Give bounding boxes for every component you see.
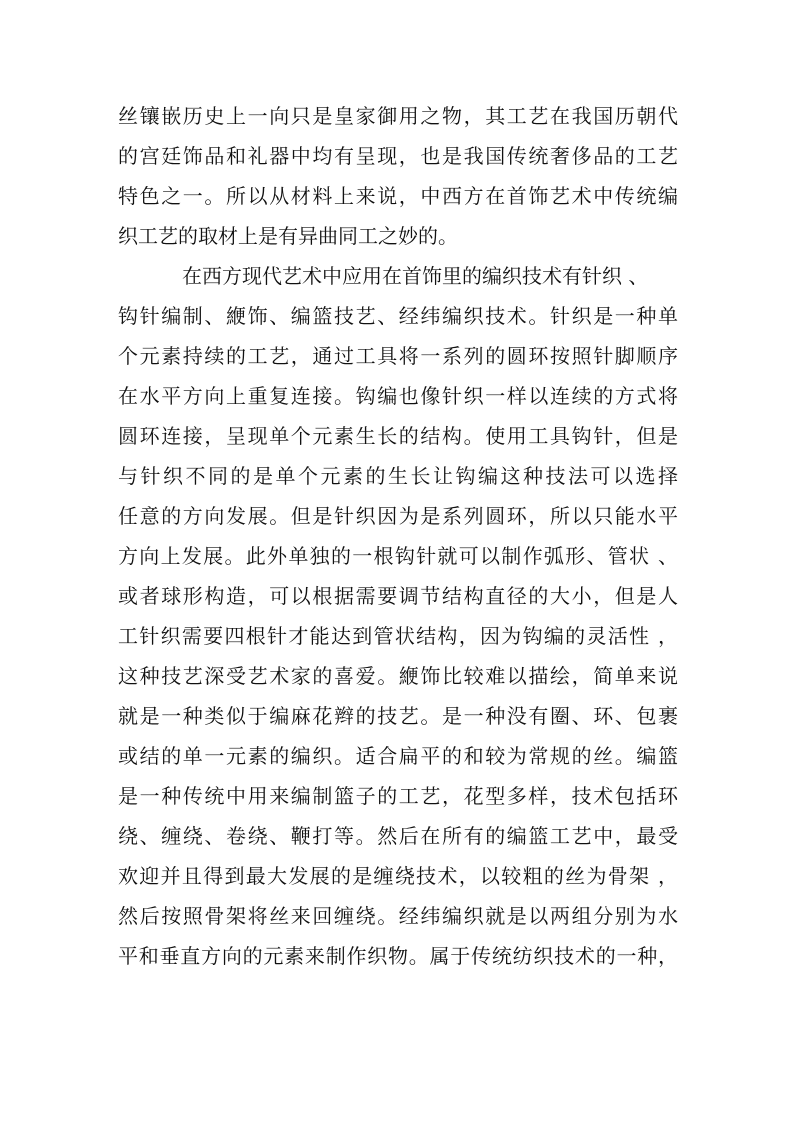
text-line: 特色之一。所以从材料上来说，中西方在首饰艺术中传统编 [118, 184, 678, 208]
text-line: 在水平方向上重复连接。钩编也像针织一样以连续的方式将 [118, 384, 678, 408]
text-line: 钩针编制、緶饰、编篮技艺、经纬编织技术。针织是一种单 [118, 304, 678, 328]
text-line: 平和垂直方向的元素来制作织物。属于传统纺织技术的一种， [118, 944, 678, 968]
text-line: 这种技艺深受艺术家的喜爱。緶饰比较难以描绘，简单来说 [118, 664, 678, 688]
text-line: 与针织不同的是单个元素的生长让钩编这种技法可以选择 [118, 464, 678, 488]
text-line: 就是一种类似于编麻花辫的技艺。是一种没有圈、环、包裹 [118, 704, 678, 728]
text-line: 丝镶嵌历史上一向只是皇家御用之物，其工艺在我国历朝代 [118, 104, 678, 128]
text-line: 绕、缠绕、卷绕、鞭打等。然后在所有的编篮工艺中，最受 [118, 824, 678, 848]
paragraph-1 [118, 96, 678, 256]
body-text [118, 96, 678, 976]
paragraph-2 [118, 256, 678, 976]
text-line: 或结的单一元素的编织。适合扁平的和较为常规的丝。编篮 [118, 744, 678, 768]
text-line: 的宫廷饰品和礼器中均有呈现，也是我国传统奢侈品的工艺 [118, 144, 678, 168]
text-line: 个元素持续的工艺，通过工具将一系列的圆环按照针脚顺序 [118, 344, 678, 368]
text-line: 圆环连接，呈现单个元素生长的结构。使用工具钩针，但是 [118, 424, 678, 448]
text-line: 或者球形构造，可以根据需要调节结构直径的大小，但是人 [118, 584, 678, 608]
text-line: 织工艺的取材上是有异曲同工之妙的。 [118, 224, 458, 248]
text-line: 在西方现代艺术中应用在首饰里的编织技术有针织 、 [182, 264, 649, 288]
text-line: 工针织需要四根针才能达到管状结构，因为钩编的灵活性 ， [118, 624, 678, 648]
text-line: 任意的方向发展。但是针织因为是系列圆环，所以只能水平 [118, 504, 678, 528]
text-line: 然后按照骨架将丝来回缠绕。经纬编织就是以两组分别为水 [118, 904, 678, 928]
text-line: 是一种传统中用来编制篮子的工艺，花型多样，技术包括环 [118, 784, 678, 808]
text-line: 欢迎并且得到最大发展的是缠绕技术，以较粗的丝为骨架 ， [118, 864, 678, 888]
text-line: 方向上发展。此外单独的一根钩针就可以制作弧形、管状 、 [118, 544, 678, 568]
